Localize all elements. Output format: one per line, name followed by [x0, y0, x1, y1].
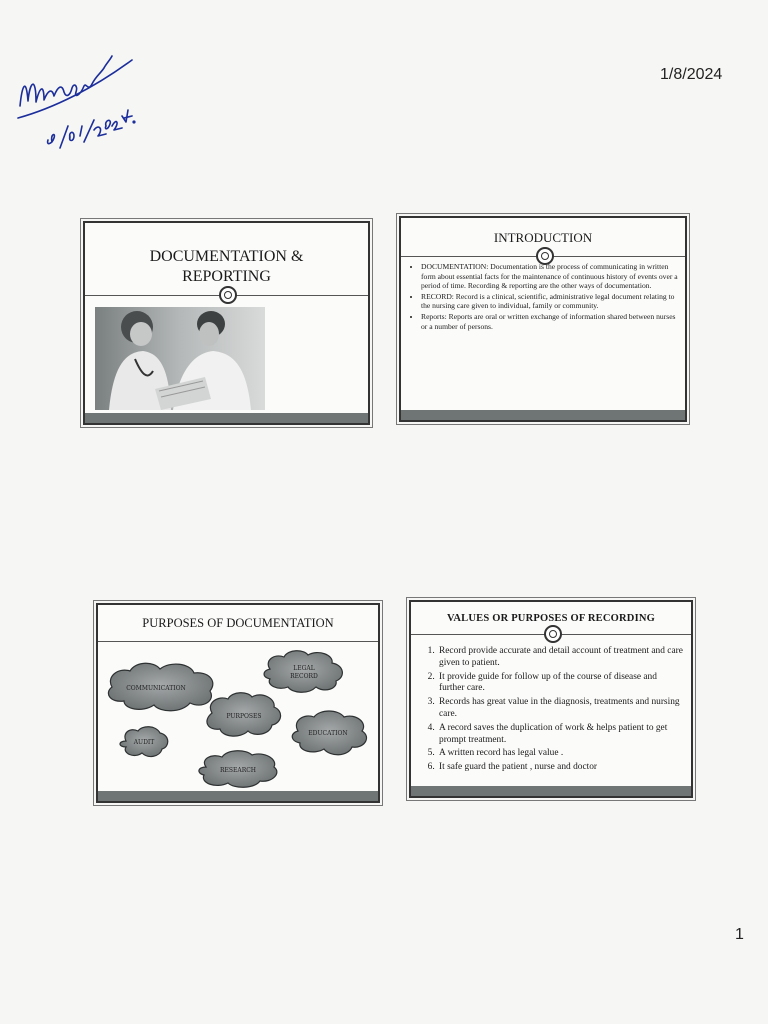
list-item: • DOCUMENTATION: Documentation is the process of communicating in written form about essential facts for the maintenance of continuous history of events over a period of time. Recording & reporting are the other ways of documentation. [421, 262, 679, 291]
list-item: 6. It safe guard the patient , nurse and doctor [437, 762, 683, 774]
slide-footer-bar [411, 786, 691, 796]
cloud-research [199, 751, 277, 788]
introduction-bullet-list [409, 262, 679, 332]
cloud-label-education: EDUCATION [308, 730, 348, 737]
cloud-label-audit: AUDIT [133, 739, 155, 746]
slide-ornament-icon [544, 625, 562, 643]
slide-footer-bar [98, 791, 378, 801]
list-item: 2. It provide guide for follow up of the course of disease and further care. [437, 672, 683, 696]
slide-title: INTRODUCTION [493, 230, 593, 245]
slide-title-documentation-reporting [83, 221, 370, 425]
slide-footer-bar [85, 413, 368, 423]
list-item: • Reports: Reports are oral or written exchange of information shared between nurses or a number of persons. [421, 312, 679, 331]
cloud-label-communication: COMMUNICATION [126, 685, 186, 692]
slide-title: PURPOSES OF DOCUMENTATION [142, 616, 334, 630]
nurses-photo [95, 307, 265, 410]
cloud-label-research: RESEARCH [219, 767, 257, 774]
cloud-communication [108, 663, 212, 711]
slide-title [85, 247, 368, 287]
cloud-label-purposes: PURPOSES [226, 713, 262, 720]
list-item: • RECORD: Record is a clinical, scientific, administrative legal document relating to the nursing care given to individual, family or community. [421, 292, 679, 311]
cloud-audit [120, 727, 168, 757]
list-item: 5. A written record has legal value . [437, 748, 683, 760]
slide-title: VALUES OR PURPOSES OF RECORDING [446, 613, 656, 624]
cloud-legal-record [264, 651, 342, 693]
slide-title-zone [98, 605, 378, 642]
page-date: 1/8/2024 [660, 66, 723, 83]
page-number: 1 [735, 926, 744, 943]
slide-ornament-icon [219, 286, 237, 304]
slide-footer-bar [401, 410, 685, 420]
slide-title-line-1: DOCUMENTATION & [149, 248, 304, 265]
recording-values-list [421, 646, 683, 776]
slide-introduction [399, 216, 687, 422]
slide-values-of-recording [409, 600, 693, 798]
handwritten-signature [14, 46, 144, 156]
list-item: 3. Records has great value in the diagnosis, treatments and nursing care. [437, 697, 683, 721]
slide-purposes-of-documentation [96, 603, 380, 803]
list-item: 1. Record provide accurate and detail account of treatment and care given to patient. [437, 646, 683, 670]
purposes-cloud-diagram [98, 643, 378, 791]
cloud-label-legal: LEGAL [293, 665, 315, 672]
list-item: 4. A record saves the duplication of work & helps patient to get prompt treatment. [437, 723, 683, 747]
cloud-purposes [207, 693, 281, 736]
slide-title-line-2: REPORTING [182, 268, 271, 285]
cloud-label-record: RECORD [290, 673, 318, 680]
cloud-education [292, 711, 366, 755]
